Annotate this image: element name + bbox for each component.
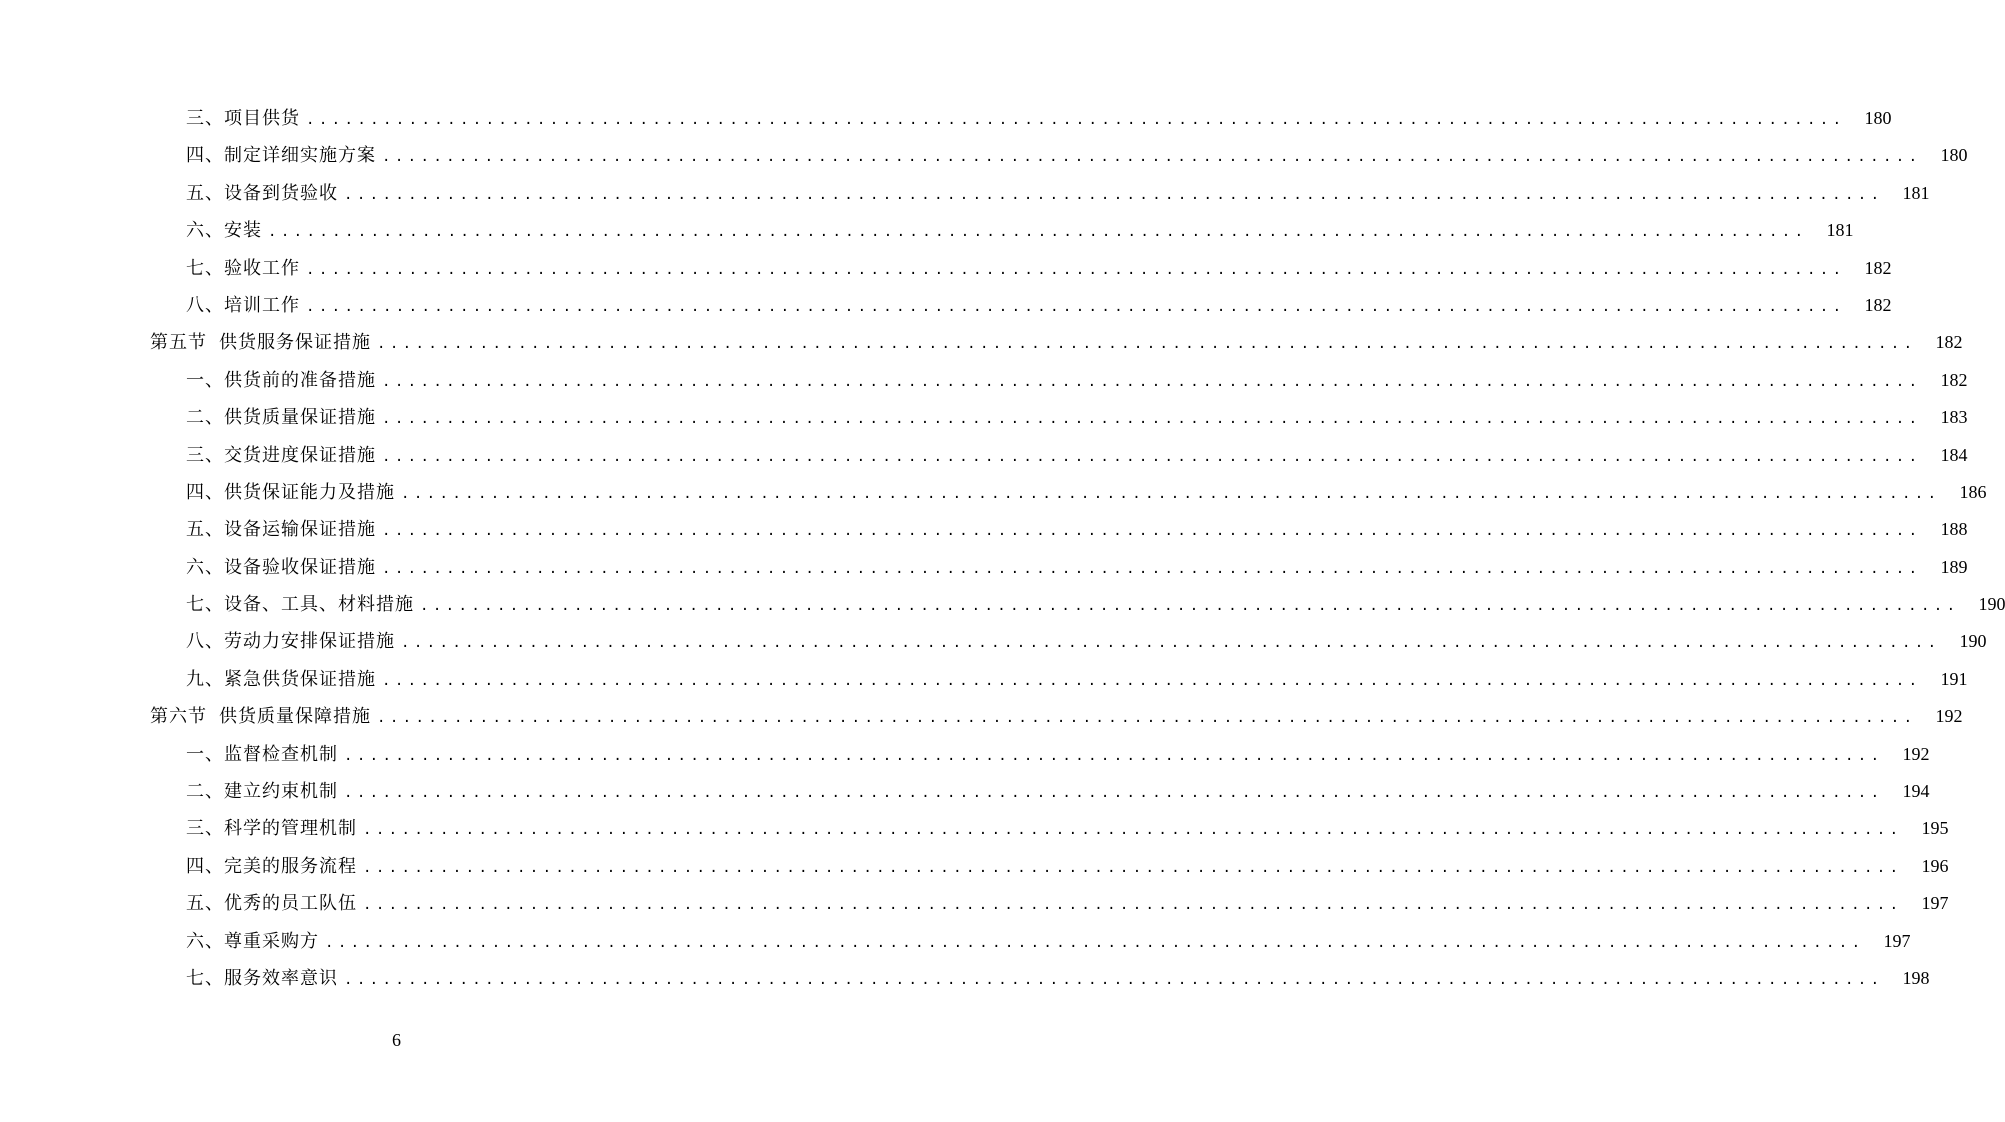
toc-entry-label: 五、设备到货验收 xyxy=(186,182,338,204)
toc-entry-title xyxy=(186,773,338,810)
toc-dot-leader: ........................................................................................................................ xyxy=(382,672,1922,689)
toc-section-number: 第六节 xyxy=(150,706,207,728)
toc-section-row[interactable] xyxy=(0,324,1963,361)
toc-entry-row[interactable] xyxy=(0,212,1854,249)
page-number: 6 xyxy=(392,1030,401,1050)
toc-entry-title xyxy=(186,623,395,660)
toc-page-number: 182 xyxy=(1864,257,1892,278)
toc-page-number: 197 xyxy=(1883,930,1911,951)
toc-page-number: 180 xyxy=(1864,108,1892,128)
toc-entry-title xyxy=(186,474,395,511)
toc-entry-title xyxy=(186,175,338,212)
toc-dot-leader: ........................................................................................................................ xyxy=(401,635,1941,652)
toc-page-number: 190 xyxy=(1978,594,2005,615)
toc-entry-label: 五、优秀的员工队伍 xyxy=(186,893,357,915)
toc-entry-row[interactable] xyxy=(0,474,1987,511)
toc-entry-label: 六、尊重采购方 xyxy=(186,930,319,952)
toc-page-number: 180 xyxy=(1940,145,1968,166)
toc-dot-leader: ........................................................................................................................ xyxy=(401,485,1941,502)
toc-dot-leader: ........................................................................................................................ xyxy=(344,747,1884,764)
toc-entry-label: 一、供货前的准备措施 xyxy=(186,369,376,391)
toc-dot-leader: ........................................................................................................................ xyxy=(377,710,1917,727)
toc-page-number: 191 xyxy=(1940,668,1968,689)
toc-page-number: 188 xyxy=(1940,519,1968,540)
toc-page-number: 184 xyxy=(1940,444,1968,465)
toc-entry-label: 六、安装 xyxy=(186,220,262,242)
toc-dot-leader: ........................................................................................................................ xyxy=(382,448,1922,465)
toc-entry-title xyxy=(186,736,338,773)
toc-entry-row[interactable] xyxy=(0,586,2005,623)
toc-entry-label: 七、设备、工具、材料措施 xyxy=(186,594,414,616)
toc-entry-label: 四、供货保证能力及措施 xyxy=(186,481,395,503)
toc-dot-leader: ........................................................................................................................ xyxy=(306,261,1846,278)
toc-entry-title xyxy=(186,960,338,997)
toc-dot-leader: ........................................................................................................................ xyxy=(420,598,1960,615)
toc-entry-row[interactable] xyxy=(0,137,1968,174)
toc-dot-leader: ........................................................................................................................ xyxy=(382,523,1922,540)
toc-dot-leader: ........................................................................................................................ xyxy=(325,934,1865,951)
toc-entry-label: 五、设备运输保证措施 xyxy=(186,519,376,541)
toc-page-number: 182 xyxy=(1935,332,1963,353)
toc-entry-row[interactable] xyxy=(0,362,1968,399)
toc-dot-leader: ........................................................................................................................ xyxy=(306,112,1846,128)
toc-entry-label: 九、紧急供货保证措施 xyxy=(186,668,376,690)
toc-page-number: 190 xyxy=(1959,631,1987,652)
toc-entry-row[interactable] xyxy=(0,960,1930,997)
toc-entry-row[interactable] xyxy=(0,511,1968,548)
toc-page-number: 198 xyxy=(1902,967,1930,988)
toc-section-number: 第五节 xyxy=(150,332,207,354)
toc-page-number: 197 xyxy=(1921,893,1949,914)
toc-entry-title xyxy=(186,399,376,436)
toc-entry-label: 二、供货质量保证措施 xyxy=(186,407,376,429)
toc-entry-row[interactable] xyxy=(0,923,1911,960)
toc-entry-title xyxy=(186,885,357,922)
toc-dot-leader: ........................................................................................................................ xyxy=(363,859,1903,876)
toc-page-number: 194 xyxy=(1902,781,1930,802)
toc-entry-title xyxy=(186,362,376,399)
toc-entry-label: 供货质量保障措施 xyxy=(219,706,371,728)
toc-dot-leader: ........................................................................................................................ xyxy=(306,298,1846,315)
toc-entry-label: 四、完美的服务流程 xyxy=(186,855,357,877)
toc-entry-label: 供货服务保证措施 xyxy=(219,332,371,354)
toc-page-number: 183 xyxy=(1940,407,1968,428)
table-of-contents xyxy=(0,100,2005,997)
toc-entry-title xyxy=(186,511,376,548)
toc-page-number: 192 xyxy=(1902,743,1930,764)
toc-dot-leader: ........................................................................................................................ xyxy=(344,971,1884,988)
toc-entry-title xyxy=(186,923,319,960)
toc-page-number: 192 xyxy=(1935,706,1963,727)
toc-entry-row[interactable] xyxy=(0,885,1949,922)
toc-entry-title xyxy=(186,250,300,287)
toc-entry-row[interactable] xyxy=(0,437,1968,474)
toc-entry-row[interactable] xyxy=(0,848,1949,885)
toc-page-number: 182 xyxy=(1940,369,1968,390)
toc-entry-title xyxy=(186,848,357,885)
toc-dot-leader: ........................................................................................................................ xyxy=(363,822,1903,839)
toc-entry-title xyxy=(186,137,376,174)
toc-dot-leader: ........................................................................................................................ xyxy=(268,224,1808,241)
toc-entry-label: 七、服务效率意识 xyxy=(186,967,338,989)
toc-dot-leader: ........................................................................................................................ xyxy=(382,149,1922,166)
toc-entry-row[interactable] xyxy=(0,736,1930,773)
toc-entry-row[interactable] xyxy=(0,100,1892,137)
toc-entry-row[interactable] xyxy=(0,175,1930,212)
toc-dot-leader: ........................................................................................................................ xyxy=(382,373,1922,390)
toc-entry-label: 三、科学的管理机制 xyxy=(186,818,357,840)
toc-dot-leader: ........................................................................................................................ xyxy=(344,186,1884,203)
toc-dot-leader: ........................................................................................................................ xyxy=(382,560,1922,577)
toc-entry-label: 八、培训工作 xyxy=(186,294,300,316)
toc-entry-row[interactable] xyxy=(0,773,1930,810)
toc-entry-label: 三、交货进度保证措施 xyxy=(186,444,376,466)
toc-entry-label: 一、监督检查机制 xyxy=(186,743,338,765)
toc-entry-label: 三、项目供货 xyxy=(186,108,300,129)
toc-entry-label: 八、劳动力安排保证措施 xyxy=(186,631,395,653)
toc-entry-title xyxy=(186,212,262,249)
toc-page-number: 181 xyxy=(1826,220,1854,241)
toc-entry-row[interactable] xyxy=(0,250,1892,287)
toc-dot-leader: ........................................................................................................................ xyxy=(377,336,1917,353)
toc-section-row[interactable] xyxy=(0,698,1963,735)
toc-entry-title xyxy=(186,586,414,623)
toc-page-number: 195 xyxy=(1921,818,1949,839)
toc-entry-title xyxy=(150,698,371,735)
toc-entry-title xyxy=(186,810,357,847)
toc-dot-leader: ........................................................................................................................ xyxy=(382,411,1922,428)
toc-dot-leader: ........................................................................................................................ xyxy=(344,785,1884,802)
toc-entry-title xyxy=(186,661,376,698)
toc-page-number: 181 xyxy=(1902,182,1930,203)
toc-entry-row[interactable] xyxy=(0,623,1987,660)
toc-entry-title xyxy=(186,549,376,586)
toc-entry-title xyxy=(186,287,300,324)
toc-entry-row[interactable] xyxy=(0,549,1968,586)
toc-entry-title xyxy=(186,437,376,474)
toc-page-number: 182 xyxy=(1864,294,1892,315)
toc-dot-leader: ........................................................................................................................ xyxy=(363,897,1903,914)
toc-entry-label: 二、建立约束机制 xyxy=(186,781,338,803)
toc-entry-title xyxy=(150,324,371,361)
toc-entry-label: 四、制定详细实施方案 xyxy=(186,145,376,167)
toc-page-number: 196 xyxy=(1921,855,1949,876)
toc-page-number: 189 xyxy=(1940,556,1968,577)
toc-entry-title xyxy=(186,100,300,137)
toc-entry-row[interactable] xyxy=(0,810,1949,847)
toc-entry-label: 七、验收工作 xyxy=(186,257,300,279)
toc-entry-row[interactable] xyxy=(0,287,1892,324)
toc-entry-row[interactable] xyxy=(0,399,1968,436)
toc-entry-label: 六、设备验收保证措施 xyxy=(186,556,376,578)
toc-page-number: 186 xyxy=(1959,481,1987,502)
toc-entry-row[interactable] xyxy=(0,661,1968,698)
